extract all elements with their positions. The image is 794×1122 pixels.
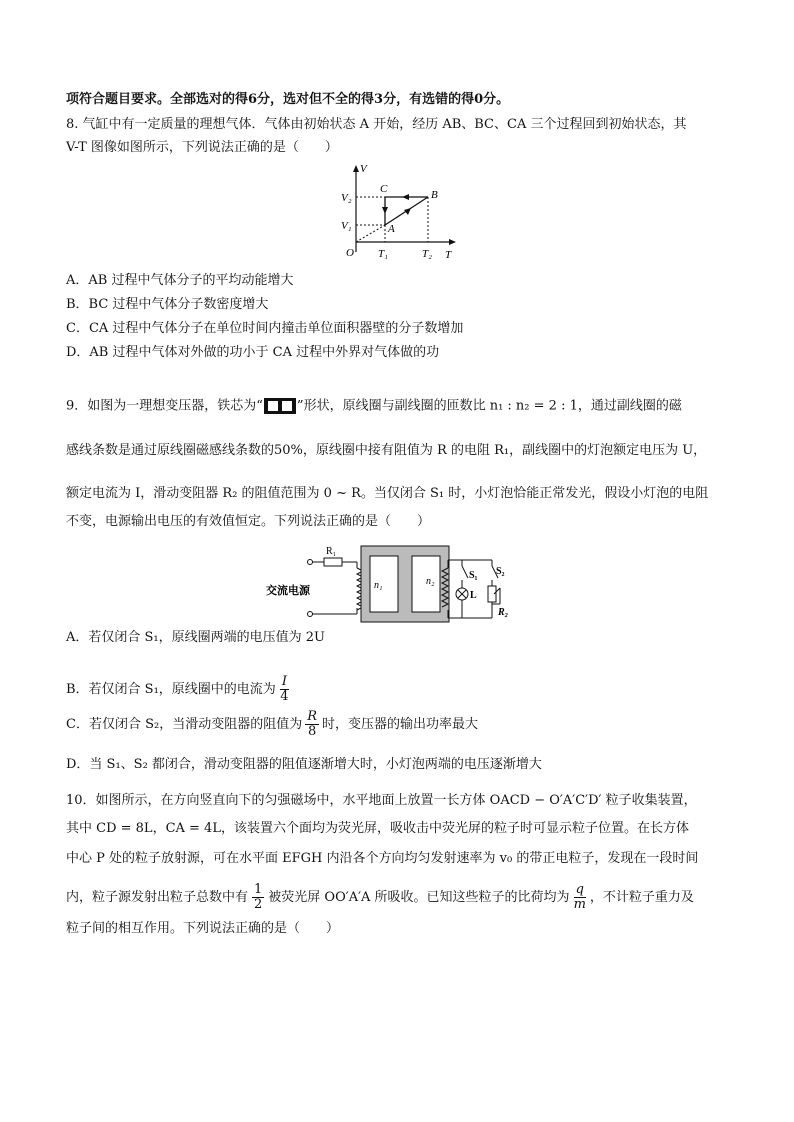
point-b-label: B	[431, 189, 438, 201]
r2-rheostat	[488, 586, 496, 602]
q10-line4-part-c: ，不计粒子重力及	[589, 889, 694, 905]
n2-label: n₂	[426, 576, 435, 587]
q10-charge-numerator: q	[575, 882, 584, 897]
q8-vt-graph	[340, 162, 460, 262]
q10-line5: 粒子间的相互作用。下列说法正确的是（ ）	[66, 921, 340, 936]
q9-option-c	[66, 710, 478, 739]
q9-stem-line2: 感线条数是通过原线圈磁感线条数的50%，原线圈中接有阻值为 R 的电阻 R₁，副线圈中的灯泡额定电压为 U，	[66, 443, 707, 458]
q9-stem-part-b: ”形状，原线圈与副线圈的匝数比 n₁ : n₂ = 2 : 1，通过副线圈的磁	[296, 398, 682, 414]
q8-stem-line2: V-T 图像如图所示，下列说法正确的是（ ）	[66, 140, 338, 155]
t1-label: T₁	[378, 248, 388, 260]
switch-s1	[462, 566, 468, 578]
q10-mass-denominator: m	[573, 897, 586, 912]
q9-option-b	[66, 675, 289, 704]
point-c-label: C	[380, 183, 388, 195]
q8-option-d: D．AB 过程中气体对外做的功小于 CA 过程中外界对气体做的功	[66, 345, 440, 360]
q9-stem-line1	[66, 397, 682, 415]
lamp-label: L	[470, 590, 477, 601]
q10-line4-part-a: 内，粒子源发射出粒子总数中有	[66, 889, 249, 905]
q9-stem-line4: 不变，电源输出电压的有效值恒定。下列说法正确的是（ ）	[66, 514, 431, 529]
axis-v-label: V	[360, 163, 367, 175]
q8-stem-line1: 8. 气缸中有一定质量的理想气体．气体由初始状态 A 开始，经历 AB、BC、CA 三个过程回到初始状态，其	[66, 117, 687, 132]
q10-line2: 其中 CD = 8L，CA = 4L，该装置六个面均为荧光屏，吸收击中荧光屏的粒子时可显示粒子位置。在长方体	[66, 821, 689, 836]
s2-label: S₂	[496, 566, 505, 577]
q10-line1: 10．如图所示，在方向竖直向下的匀强磁场中，水平地面上放置一长方体 OACD − O′A′C′D′ 粒子收集装置，	[66, 793, 697, 808]
r2-label: R₂	[498, 607, 509, 618]
q8-option-c: C．CA 过程中气体分子在单位时间内撞击单位面积器壁的分子数增加	[66, 321, 464, 336]
q10-line3: 中心 P 处的粒子放射源，可在水平面 EFGH 内沿各个方向均匀发射速率为 v₀ 的带正电粒子，发现在一段时间	[66, 851, 699, 866]
q9-option-b-text: B．若仅闭合 S₁，原线圈中的电流为	[66, 681, 276, 697]
q9-option-b-numerator: I	[281, 674, 287, 689]
r1-label: R₁	[326, 546, 337, 557]
point-a-label: A	[388, 223, 395, 235]
instructions: 项符合题目要求。全部选对的得6分，选对但不全的得3分，有选错的得0分。	[66, 92, 510, 107]
q10-line4-part-b: 被荧光屏 OO′A′A 所吸收。已知这些粒子的比荷均为	[268, 889, 570, 905]
axis-t-label: T	[445, 249, 452, 261]
iron-core-shape-icon	[263, 397, 297, 415]
t2-label: T₂	[422, 248, 432, 260]
r1-resistor	[324, 558, 342, 566]
q10-half-numerator: 1	[254, 882, 263, 897]
q9-stem-part-a: 9．如图为一理想变压器，铁芯为“	[66, 398, 263, 414]
n1-label: n₁	[374, 580, 383, 591]
q9-option-c-tail: 时，变压器的输出功率最大	[322, 716, 479, 732]
origin-label: O	[346, 247, 354, 259]
v1-label: V₁	[341, 220, 352, 232]
q8-option-a: A．AB 过程中气体分子的平均动能增大	[66, 273, 294, 288]
q9-option-c-text: C．若仅闭合 S₂，当滑动变阻器的阻值为	[66, 716, 303, 732]
q10-half-denominator: 2	[254, 897, 263, 912]
q10-line4	[66, 883, 694, 912]
s1-label: S₁	[469, 570, 478, 581]
q9-option-a: A．若仅闭合 S₁，原线圈两端的电压值为 2U	[66, 630, 325, 645]
q9-option-b-denominator: 4	[280, 689, 289, 704]
q9-option-c-numerator: R	[307, 709, 317, 724]
v2-label: V₂	[341, 192, 352, 204]
q8-option-b: B．BC 过程中气体分子数密度增大	[66, 297, 269, 312]
q9-stem-line3: 额定电流为 I，滑动变阻器 R₂ 的阻值范围为 0 ~ R。当仅闭合 S₁ 时，小灯泡恰能正常发光，假设小灯泡的电阻	[66, 486, 709, 501]
q9-option-d: D．当 S₁、S₂ 都闭合，滑动变阻器的阻值逐渐增大时，小灯泡两端的电压逐渐增大	[66, 757, 542, 772]
ac-source-label: 交流电源	[266, 584, 310, 597]
q9-transformer-circuit	[262, 538, 512, 630]
q9-option-c-denominator: 8	[307, 724, 317, 739]
